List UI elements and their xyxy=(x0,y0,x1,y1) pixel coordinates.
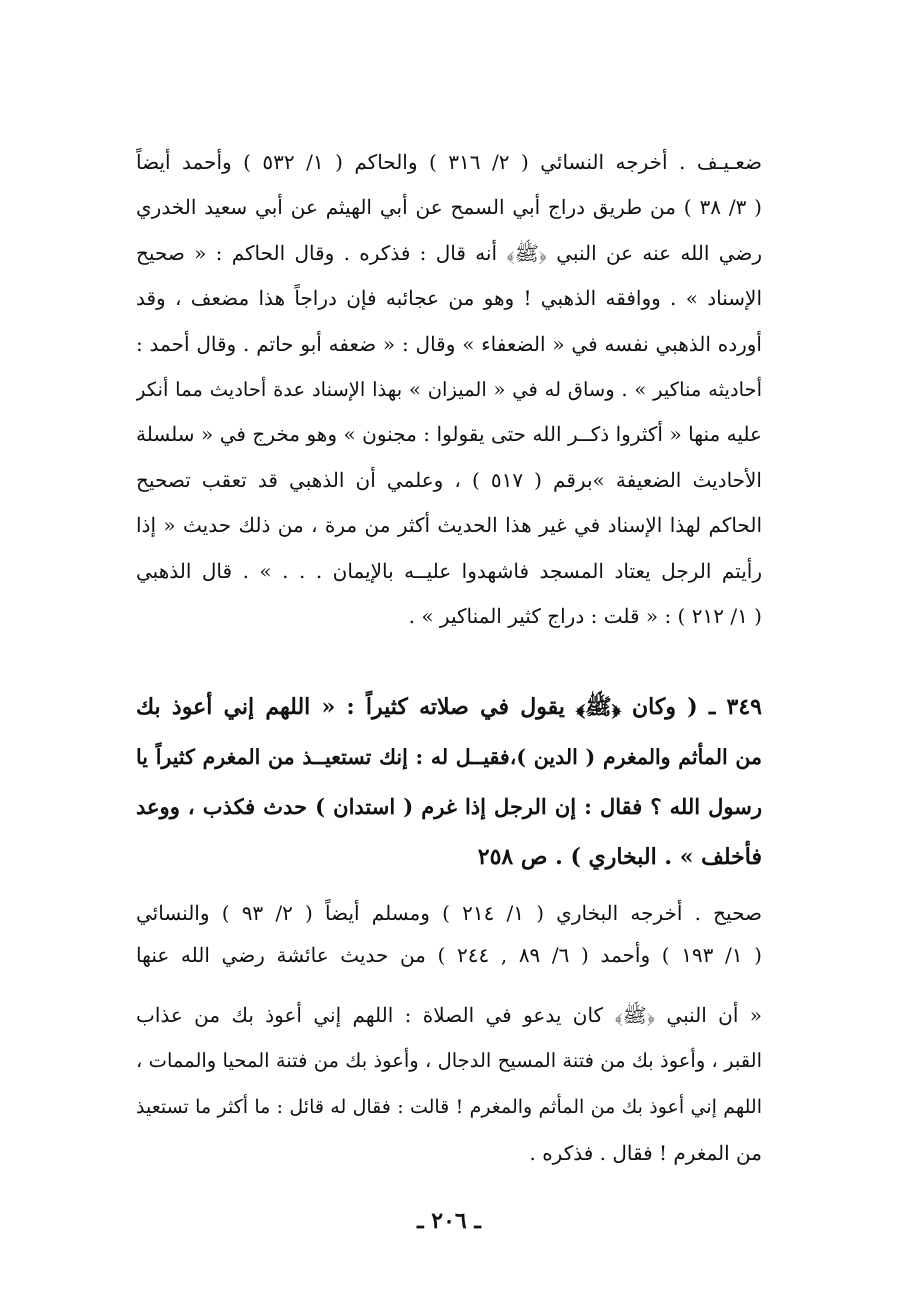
text-line: « أن النبي ﴿ﷺ﴾ كان يدعو في الصلاة : اللهم إني أعوذ بك من عذاب xyxy=(136,1003,762,1027)
text-line: صحيح . أخرجه البخاري ( ١/ ٢١٤ ) ومسلم أيضاً ( ٢/ ٩٣ ) والنسائي xyxy=(136,901,762,925)
text-line: القبر ، وأعوذ بك من فتنة المسيح الدجال ، وأعوذ بك من فتنة المحيا والممات ، xyxy=(136,1049,762,1072)
text-line: من المأثم والمغرم ( الدين )،فقيــل له : إنك تستعيــذ من المغرم كثيراً يا xyxy=(136,745,762,769)
text-line: رأيتم الرجل يعتاد المسجد فاشهدوا عليــه بالإيمان . . . » . قال الذهبي xyxy=(136,558,762,583)
takhrij-paragraph-1 xyxy=(136,140,762,639)
text-line: ( ٣/ ٣٨ ) من طريق دراج أبي السمح عن أبي الهيثم عن أبي سعيد الخدري xyxy=(136,195,762,220)
text-line: رضي الله عنه عن النبي ﴿ﷺ﴾ أنه قال : فذكره . وقال الحاكم : « صحيح xyxy=(136,240,762,265)
text-line: الأحاديث الضعيفة »برقم ( ٥١٧ ) ، وعلمي أن الذهبي قد تعقب تصحيح xyxy=(136,467,762,492)
text-line: فأخلف » . البخاري ) . ص ٢٥٨ xyxy=(477,844,762,870)
takhrij-paragraph-2 xyxy=(136,892,762,976)
hadith-349-paragraph xyxy=(136,682,762,882)
text-line: ( ١/ ٢١٢ ) : « قلت : دراج كثير المناكير » . xyxy=(408,603,762,628)
text-line: أحاديثه مناكير » . وساق له في « الميزان » بهذا الإسناد عدة أحاديث مما أنكر xyxy=(136,377,762,401)
page-number: ـ ٢٠٦ ـ xyxy=(417,1208,481,1234)
text-line: ضعـيـف . أخرجه النسائي ( ٢/ ٣١٦ ) والحاكم ( ١/ ٥٣٢ ) وأحمد أيضاً xyxy=(136,150,762,174)
text-line: ٣٤٩ ـ ( وكان ﴿ﷺ﴾ يقول في صلاته كثيراً : « اللهم إني أعوذ بك xyxy=(136,694,762,720)
text-line: عليه منها « أكثروا ذكــر الله حتى يقولوا : مجنون » وهو مخرج في « سلسلة xyxy=(136,422,762,447)
hadith-text-paragraph xyxy=(136,992,762,1176)
text-line: رسول الله ؟ فقال : إن الرجل إذا غرم ( استدان ) حدث فكذب ، ووعد xyxy=(136,794,762,819)
text-line: ( ١/ ١٩٣ ) وأحمد ( ٦/ ٨٩ , ٢٤٤ ) من حديث عائشة رضي الله عنها xyxy=(136,943,762,967)
text-line: الحاكم لهذا الإسناد في غير هذا الحديث أكثر من مرة ، من ذلك حديث « إذا xyxy=(136,513,762,538)
text-line: أورده الذهبي نفسه في « الضعفاء » وقال : « ضعفه أبو حاتم . وقال أحمد : xyxy=(136,331,762,356)
text-line: الإسناد » . ووافقه الذهبي ! وهو من عجائبه فإن دراجاً هذا مضعف ، وقد xyxy=(136,286,762,311)
text-line: من المغرم ! فقال . فذكره . xyxy=(529,1141,762,1165)
text-line: اللهم إني أعوذ بك من المأثم والمغرم ! قالت : فقال له قائل : ما أكثر ما تستعيذ xyxy=(136,1096,762,1118)
